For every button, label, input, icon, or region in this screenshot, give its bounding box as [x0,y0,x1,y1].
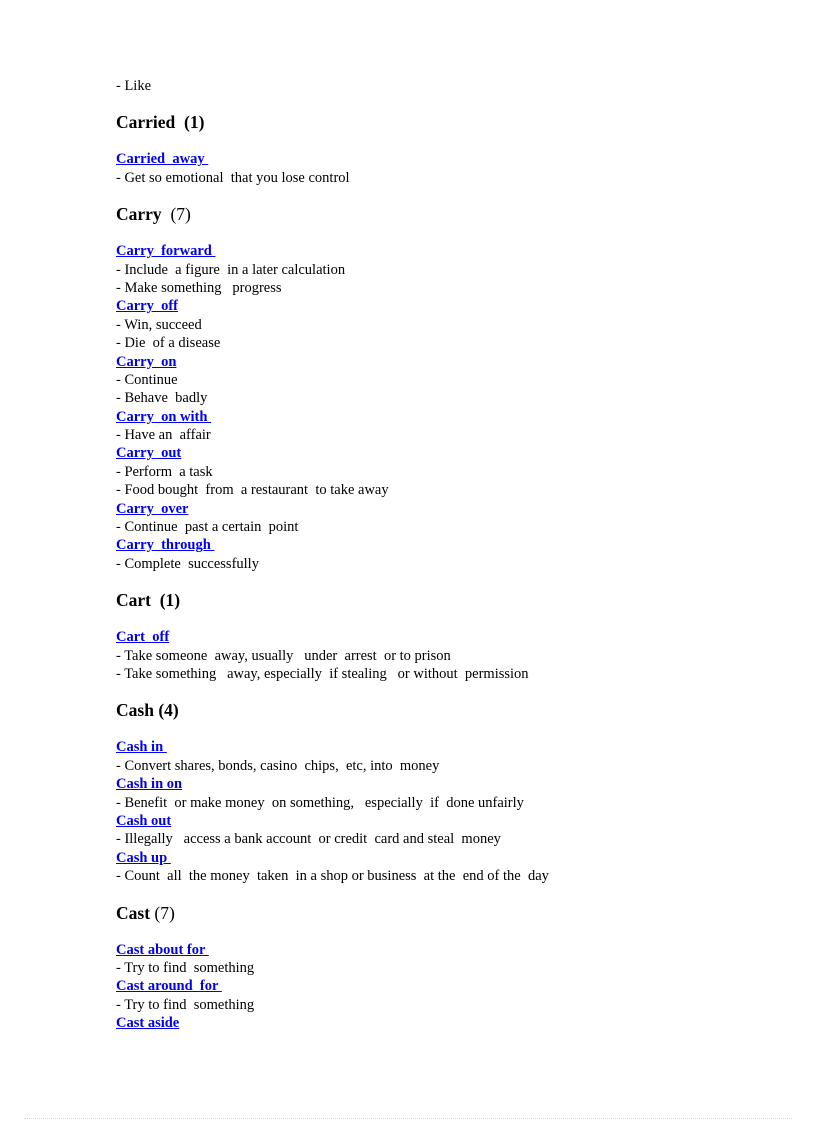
definition-line: - Continue [116,371,178,388]
definition-line: - Win, succeed [116,316,202,333]
phrasal-verb-link[interactable]: Cash up [116,849,171,866]
definition-line: - Food bought from a restaurant to take away [116,482,389,499]
phrasal-verb-link[interactable]: Cash out [116,812,172,829]
definition-line: - Continue past a certain point [116,519,299,536]
section-title: Cast [116,902,151,923]
phrasal-verb-link[interactable]: Carry out [116,445,182,462]
phrasal-verb-link[interactable]: Carry over [116,500,189,517]
definition-line: - Like [116,78,152,94]
phrasal-verb-link[interactable]: Cash in [116,739,167,756]
phrasal-verb-link[interactable]: Carry through [116,537,215,554]
definition-line: - Make something progress [116,279,282,296]
phrasal-verb-link[interactable]: Cast aside [116,1015,180,1032]
phrasal-verb-link[interactable]: Cart off [116,629,170,646]
definition-line: - Benefit or make money on something, especially if done unfairly [116,794,524,811]
phrasal-verb-link[interactable]: Carry on [116,353,177,370]
section-title: Cash [116,700,154,721]
section-heading [116,902,776,924]
page-bottom-divider [24,1118,792,1119]
phrasal-verb-link[interactable]: Carry off [116,298,179,315]
section-heading [116,111,776,133]
definition-line: - Try to find something [116,996,255,1013]
definition-line: - Try to find something [116,959,255,976]
section-count: (7) [170,204,191,225]
section-count: (1) [184,112,205,133]
section-count: (7) [154,902,175,923]
definition-line: - Count all the money taken in a shop or business at the end of the day [116,868,549,885]
definition-line: - Perform a task [116,463,213,480]
document-page [116,77,776,1032]
phrasal-verb-link[interactable]: Cast around for [116,978,222,995]
definition-line: - Convert shares, bonds, casino chips, etc, into money [116,757,440,774]
definition-line: - Behave badly [116,390,208,407]
phrasal-verb-link[interactable]: Carry forward [116,243,216,260]
phrasal-verb-link[interactable]: Cash in on [116,776,183,793]
section-title: Cart [116,590,151,611]
phrasal-verb-link[interactable]: Carry on with [116,408,212,425]
section-heading [116,589,776,611]
phrasal-verb-link[interactable]: Cast about for [116,941,209,958]
section-count: (4) [158,700,179,721]
section-heading [116,699,776,721]
definition-line: - Take something away, especially if stealing or without permission [116,665,529,682]
definition-line: - Have an affair [116,427,211,444]
definition-line: - Illegally access a bank account or credit card and steal money [116,831,501,848]
section-title: Carry [116,204,162,225]
section-count: (1) [159,590,181,611]
definition-line: - Die of a disease [116,335,221,352]
definition-line: - Include a figure in a later calculation [116,261,346,278]
definition-line: - Complete successfully [116,555,259,572]
definition-line: - Take someone away, usually under arrest or to prison [116,647,451,664]
section-title: Carried [116,112,176,133]
phrasal-verb-link[interactable]: Carried away [116,151,209,168]
section-heading [116,203,776,225]
definition-line: - Get so emotional that you lose control [116,169,350,186]
